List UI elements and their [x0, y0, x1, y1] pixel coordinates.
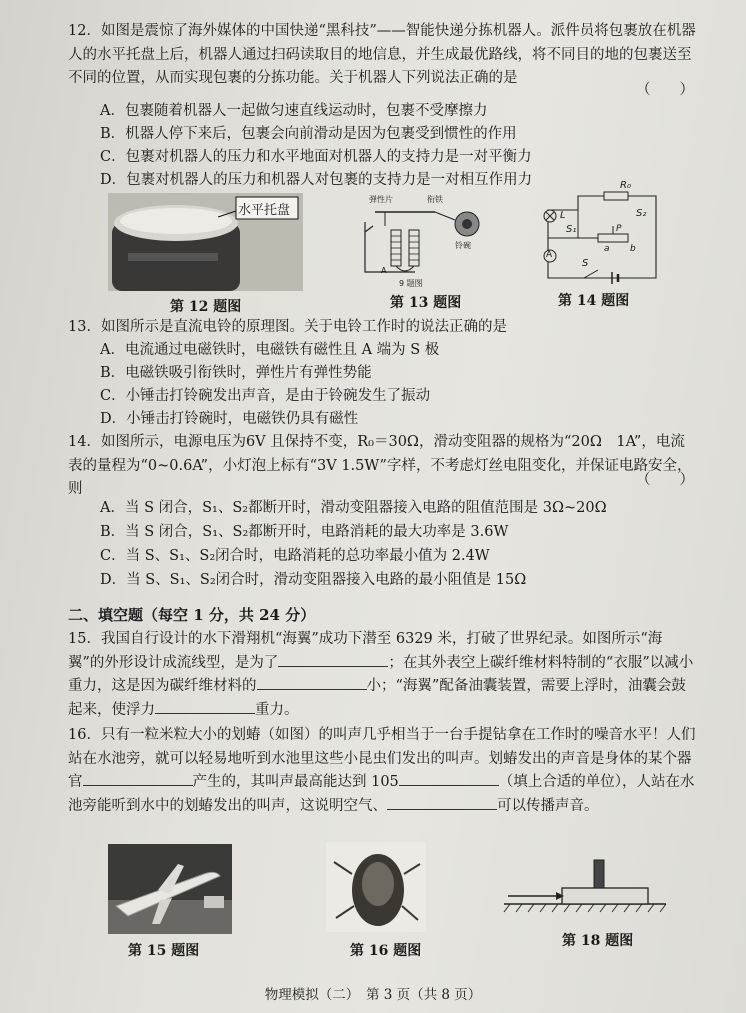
- section-fill-in-title: 二、填空题（每空 1 分，共 24 分）: [68, 606, 316, 624]
- fig14-r0-label: R₀: [620, 180, 631, 191]
- fig18-caption: 第 18 题图: [562, 933, 634, 949]
- fig13-bowl-label: 铃碗: [455, 241, 471, 250]
- fig14-a-label: a: [604, 244, 610, 254]
- fig18-block-diagram: [500, 858, 670, 922]
- fig14-s2-label: S₂: [636, 208, 647, 219]
- fig15-caption: 第 15 题图: [128, 943, 200, 959]
- page-footer: 物理模拟（二） 第 3 页（共 8 页）: [264, 987, 482, 1003]
- fig13-caption: 第 13 题图: [390, 295, 462, 311]
- fig12-caption: 第 12 题图: [170, 299, 242, 315]
- fig14-b-label: b: [630, 244, 636, 254]
- fig13-a-label: A: [381, 266, 387, 275]
- q12-option-a: A．包裹随着机器人一起做匀速直线运动时，包裹不受摩擦力: [100, 103, 488, 119]
- fig14-p-label: P: [616, 224, 622, 234]
- q14-stem: 14．如图所示，电源电压为6V 且保持不变，R₀＝30Ω，滑动变阻器的规格为“20Ω 1A”，电流表的量程为“0~0.6A”，小灯泡上标有“3V 1.5W”字样，不考虑灯丝电阻变化，并保证电路安全，则: [68, 434, 692, 497]
- q16-blank-1[interactable]: [83, 771, 193, 786]
- q16-blank-3[interactable]: [387, 795, 497, 810]
- fig14-ammeter-label: A: [546, 250, 553, 260]
- q13-stem: 13．如图所示是直流电铃的原理图。关于电铃工作时的说法正确的是: [68, 319, 507, 335]
- q14-option-b: B．当 S 闭合，S₁、S₂都断开时，电路消耗的最大功率是 3.6W: [100, 524, 509, 540]
- fig14-l-label: L: [560, 210, 566, 221]
- fig13-spring-label: 弹性片: [369, 195, 393, 204]
- fig16-insect-photo: [326, 842, 426, 932]
- q12-option-c: C．包裹对机器人的压力和水平地面对机器人的支持力是一对平衡力: [100, 149, 532, 165]
- fig14-caption: 第 14 题图: [558, 293, 630, 309]
- q16-blank-2[interactable]: [399, 771, 499, 786]
- q15-text: 15．我国自行设计的水下滑翔机“海翼”成功下潜至 6329 米，打破了世界纪录。如图所示“海翼”的外形设计成流线型，是为了 ；在其外表空上碳纤维材料特制的“衣服”以减小重力，这是因为碳纤维材料的 小；“海翼”配备油囊装置，需要上浮时，油囊会鼓起来，使浮力 重力。: [68, 631, 694, 718]
- q15-blank-3[interactable]: [155, 699, 255, 714]
- q15-blank-2[interactable]: [257, 675, 367, 690]
- fig13-sub-label: 9 题图: [399, 279, 423, 288]
- q13-option-c: C．小锤击打铃碗发出声音，是由于铃碗发生了振动: [100, 388, 431, 404]
- q12-stem: 12．如图是震惊了海外媒体的中国快递“黑科技”——智能快递分拣机器人。派件员将包裹放在机器人的水平托盘上后，机器人通过扫码读取目的地信息，并生成最优路线，将不同目的地的包裹送至不同的位置，从而实现包裹的分拣功能。关于机器人下列说法正确的是: [68, 23, 696, 86]
- q14-option-c: C．当 S、S₁、S₂闭合时，电路消耗的总功率最小值为 2.4W: [100, 548, 490, 564]
- q16-text: 16．只有一粒米粒大小的划蝽（如图）的叫声几乎相当于一台手提钻拿在工作时的噪音水平！人们站在水池旁，就可以轻易地听到水池里这些小昆虫们发出的叫声。划蝽发出的声音是身体的某个器官 产生的，其叫声最高能达到 105 （填上合适的单位），人站在水池旁能听到水中的划蝽发出的叫声，这说明空气、 可以传播声音。: [68, 727, 696, 814]
- fig16-caption: 第 16 题图: [350, 943, 422, 959]
- fig13-iron-label: 衔铁: [427, 195, 443, 204]
- fig15-glider-photo: [108, 844, 232, 934]
- q14-option-d: D．当 S、S₁、S₂闭合时，滑动变阻器接入电路的最小阻值是 15Ω: [100, 572, 527, 588]
- q12-answer-paren: （ ）: [636, 82, 694, 98]
- fig13-bell-diagram: [355, 192, 495, 292]
- q15-blank-1[interactable]: [278, 652, 388, 667]
- q13-option-d: D．小锤击打铃碗时，电磁铁仍具有磁性: [100, 411, 359, 427]
- q13-option-b: B．电磁铁吸引衔铁时，弹性片有弹性势能: [100, 365, 372, 381]
- fig14-s1-label: S₁: [566, 224, 577, 235]
- fig12-tray-label: 水平托盘: [238, 203, 291, 218]
- fig14-s-label: S: [582, 258, 589, 269]
- fig12-robot-photo: [108, 193, 303, 291]
- q13-option-a: A．电流通过电磁铁时，电磁铁有磁性且 A 端为 S 极: [100, 342, 440, 358]
- q12-option-d: D．包裹对机器人的压力和机器人对包裹的支持力是一对相互作用力: [100, 172, 533, 188]
- q14-answer-paren: （ ）: [636, 472, 694, 488]
- q12-option-b: B．机器人停下来后，包裹会向前滑动是因为包裹受到惯性的作用: [100, 126, 517, 142]
- q14-option-a: A．当 S 闭合，S₁、S₂都断开时，滑动变阻器接入电路的阻值范围是 3Ω~20Ω: [100, 500, 607, 516]
- fig14-circuit: [538, 180, 663, 286]
